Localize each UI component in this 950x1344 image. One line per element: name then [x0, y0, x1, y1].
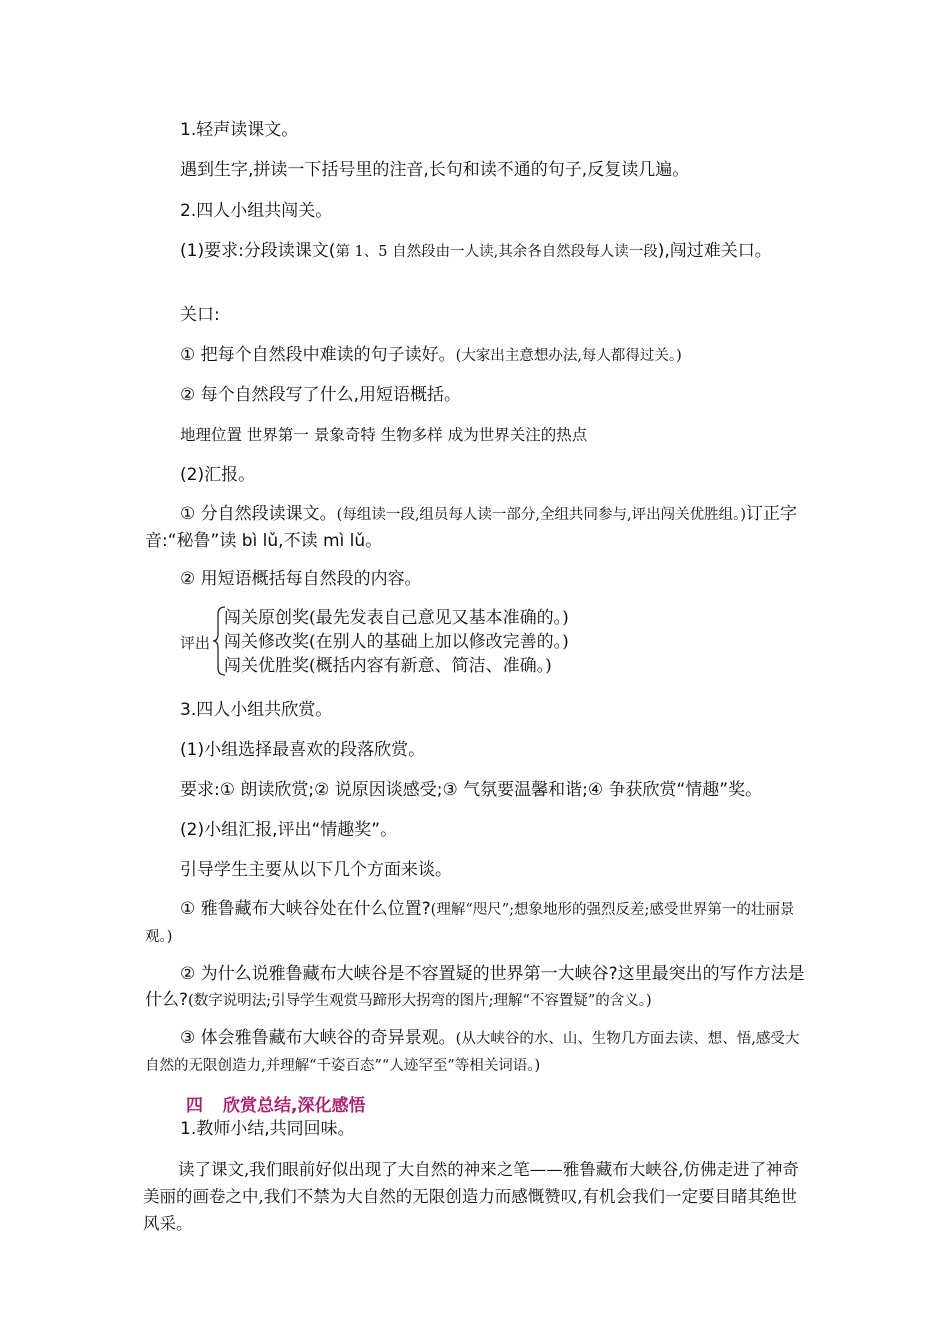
pronunciation-note: 订正字音:“秘鲁”读 bì lǔ,不读 mì lǔ。: [145, 504, 798, 551]
requirement-paragraph: [145, 238, 805, 265]
checkpoint-1-text: ① 把每个自然段中难读的句子读好。: [180, 345, 456, 365]
section-4-number: 四: [186, 1096, 203, 1116]
report-item-2: ② 用短语概括每自然段的内容。: [180, 569, 422, 589]
awards-label: 评出: [180, 634, 211, 652]
checkpoint-label: 关口:: [180, 305, 220, 325]
report-item-1-note: (每组读一段,组员每人读一部分,全组共同参与,评出闯关优胜组。): [336, 507, 747, 523]
group-report: (2)小组汇报,评出“情趣奖”。: [180, 820, 398, 840]
requirement-lead: (1)要求:分段读课文(: [180, 241, 336, 261]
guide-question-1: [145, 896, 805, 950]
summary-paragraph: 读了课文,我们眼前好似出现了大自然的神来之笔——雅鲁藏布大峡谷,仿佛走进了神奇美丽的画卷之中,我们不禁为大自然的无限创造力而感慨赞叹,有机会我们一定要目睹其绝世风采。: [143, 1160, 799, 1233]
checkpoint-1-note: (大家出主意想办法,每人都得过关。): [455, 348, 682, 364]
requirement-note: 第 1、5 自然段由一人读,其余各自然段每人读一段: [335, 244, 658, 260]
guidance-intro: 引导学生主要从以下几个方面来谈。: [180, 860, 452, 880]
teacher-summary-heading: 1.教师小结,共同回味。: [180, 1119, 355, 1139]
report-heading: (2)汇报。: [180, 465, 256, 485]
guide-question-2-text: ② 为什么说雅鲁藏布大峡谷是不容置疑的世界第一大峡谷?这里最突出的写作方法是什么?: [145, 964, 805, 1010]
guide-question-2: [145, 961, 805, 1014]
award-revision: 闯关修改奖(在别人的基础上加以修改完善的。): [224, 632, 569, 652]
checkpoint-1: [180, 342, 682, 369]
step-1-heading: 1.轻声读课文。: [180, 120, 299, 140]
section-4-title: 欣赏总结,深化感悟: [223, 1096, 366, 1116]
guide-question-3-note: (从大峡谷的水、山、生物几方面去读、想、悟,感受大自然的无限创造力,并理解“千姿百态”“人迹罕至”等相关词语。): [145, 1031, 800, 1074]
guide-question-3-text: ③ 体会雅鲁藏布大峡谷的奇异景观。: [180, 1028, 456, 1048]
guide-question-1-text: ① 雅鲁藏布大峡谷处在什么位置?: [180, 899, 431, 919]
appreciate-requirements: 要求:① 朗读欣赏;② 说原因谈感受;③ 气氛要温馨和谐;④ 争获欣赏“情趣”奖。: [180, 780, 763, 800]
award-winner: 闯关优胜奖(概括内容有新意、简洁、准确。): [224, 656, 552, 676]
guide-question-3: [145, 1025, 805, 1079]
guide-question-2-note: (数字说明法;引导学生观赏马蹄形大拐弯的图片;理解“不容置疑”的含义。): [188, 993, 652, 1009]
phrase-summary: 地理位置 世界第一 景象奇特 生物多样 成为世界关注的热点: [180, 426, 588, 444]
guide-question-1-note: (理解“咫尺”;想象地形的强烈反差;感受世界第一的壮丽景观。): [145, 902, 795, 945]
section-4-heading: [186, 1091, 365, 1116]
step-2-heading: 2.四人小组共闯关。: [180, 201, 333, 221]
checkpoint-2: ② 每个自然段写了什么,用短语概括。: [180, 385, 462, 405]
step-1-instruction: 遇到生字,拼读一下括号里的注音,长句和读不通的句子,反复读几遍。: [180, 160, 690, 180]
report-item-1-text: ① 分自然段读课文。: [180, 504, 337, 524]
step-3-heading: 3.四人小组共欣赏。: [180, 700, 333, 720]
award-original: 闯关原创奖(最先发表自己意见又基本准确的。): [224, 608, 569, 628]
appreciate-choose: (1)小组选择最喜欢的段落欣赏。: [180, 740, 426, 760]
requirement-tail: ),闯过难关口。: [657, 241, 772, 261]
report-item-1: [145, 501, 805, 554]
